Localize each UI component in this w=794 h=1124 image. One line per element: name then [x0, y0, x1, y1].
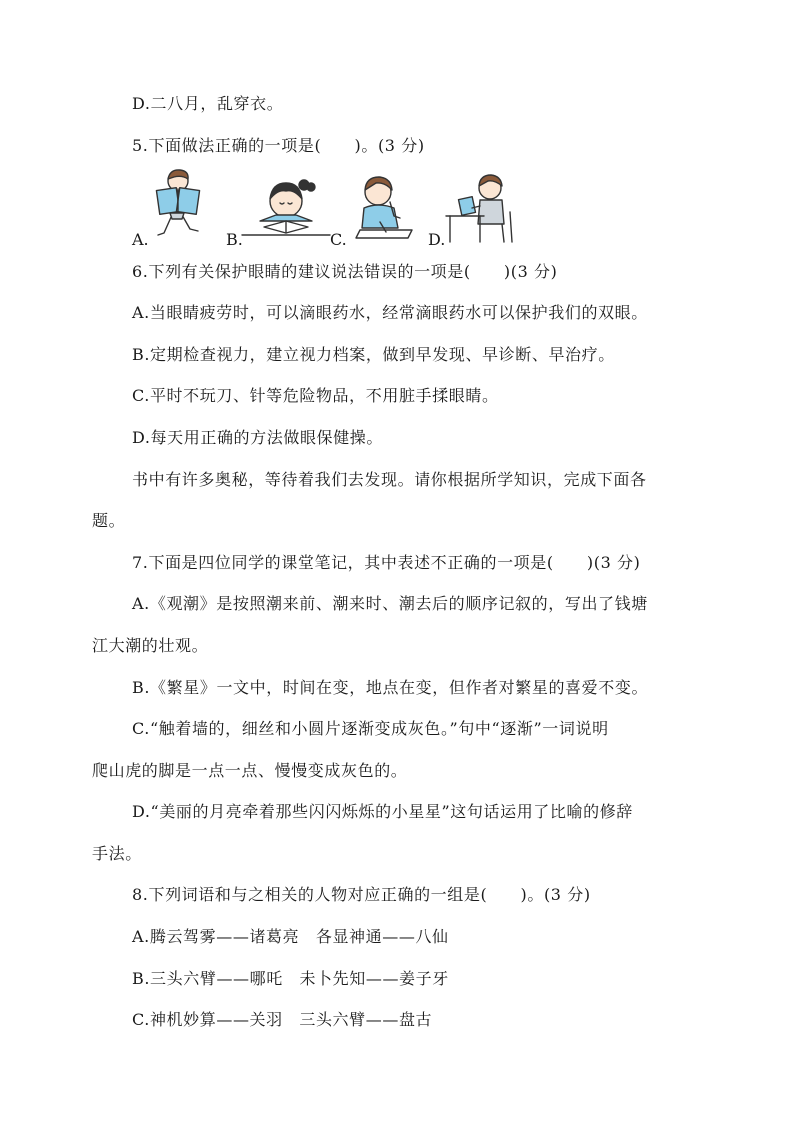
option-c-q6: C.平时不玩刀、针等危险物品，不用脏手揉眼睛。	[132, 386, 499, 405]
option-b-q7: B.《繁星》一文中，时间在变，地点在变，但作者对繁星的喜爱不变。	[132, 678, 649, 697]
option-d-label: D.	[428, 230, 446, 249]
option-d-q7: D.“美丽的月亮牵着那些闪闪烁烁的小星星”这句话运用了比喻的修辞	[132, 802, 633, 821]
option-c-q7: C.“触着墙的，细丝和小圆片逐渐变成灰色。”句中“逐渐”一词说明	[132, 719, 609, 738]
section-intro-cont: 题。	[92, 511, 126, 530]
option-a-q8: A.腾云驾雾——诸葛亮 各显神通——八仙	[132, 927, 449, 946]
option-a-q7-cont: 江大潮的壮观。	[92, 636, 209, 655]
option-b-label: B.	[226, 230, 243, 249]
girl-reading-too-close-icon	[242, 177, 330, 241]
option-d-q4: D.二八月，乱穿衣。	[132, 94, 284, 113]
section-intro: 书中有许多奥秘，等待着我们去发现。请你根据所学知识，完成下面各	[132, 470, 647, 489]
question-6: 6.下列有关保护眼睛的建议说法错误的一项是( )(3 分)	[132, 262, 558, 281]
boy-reading-while-walking-icon	[148, 167, 212, 243]
option-a-q6: A.当眼睛疲劳时，可以滴眼药水，经常滴眼药水可以保护我们的双眼。	[132, 303, 648, 322]
option-c-q7-cont: 爬山虎的脚是一点一点、慢慢变成灰色的。	[92, 761, 408, 780]
option-d-q6: D.每天用正确的方法做眼保健操。	[132, 428, 383, 447]
question-8: 8.下列词语和与之相关的人物对应正确的一组是( )。(3 分)	[132, 885, 591, 904]
question-5: 5.下面做法正确的一项是( )。(3 分)	[132, 136, 425, 155]
question-7: 7.下面是四位同学的课堂笔记，其中表述不正确的一项是( )(3 分)	[132, 553, 641, 572]
option-b-q6: B.定期检查视力，建立视力档案，做到早发现、早诊断、早治疗。	[132, 345, 615, 364]
option-d-q7-cont: 手法。	[92, 844, 142, 863]
option-a-label: A.	[132, 230, 149, 249]
option-c-q8: C.神机妙算——关羽 三头六臂——盘古	[132, 1010, 433, 1029]
option-a-q7: A.《观潮》是按照潮来前、潮来时、潮去后的顺序记叙的，写出了钱塘	[132, 594, 648, 613]
option-b-q8: B.三头六臂——哪吒 未卜先知——姜子牙	[132, 969, 449, 988]
option-c-label: C.	[330, 230, 347, 249]
boy-reading-upright-at-desk-icon	[444, 172, 518, 244]
boy-writing-hand-on-cheek-icon	[350, 172, 422, 244]
